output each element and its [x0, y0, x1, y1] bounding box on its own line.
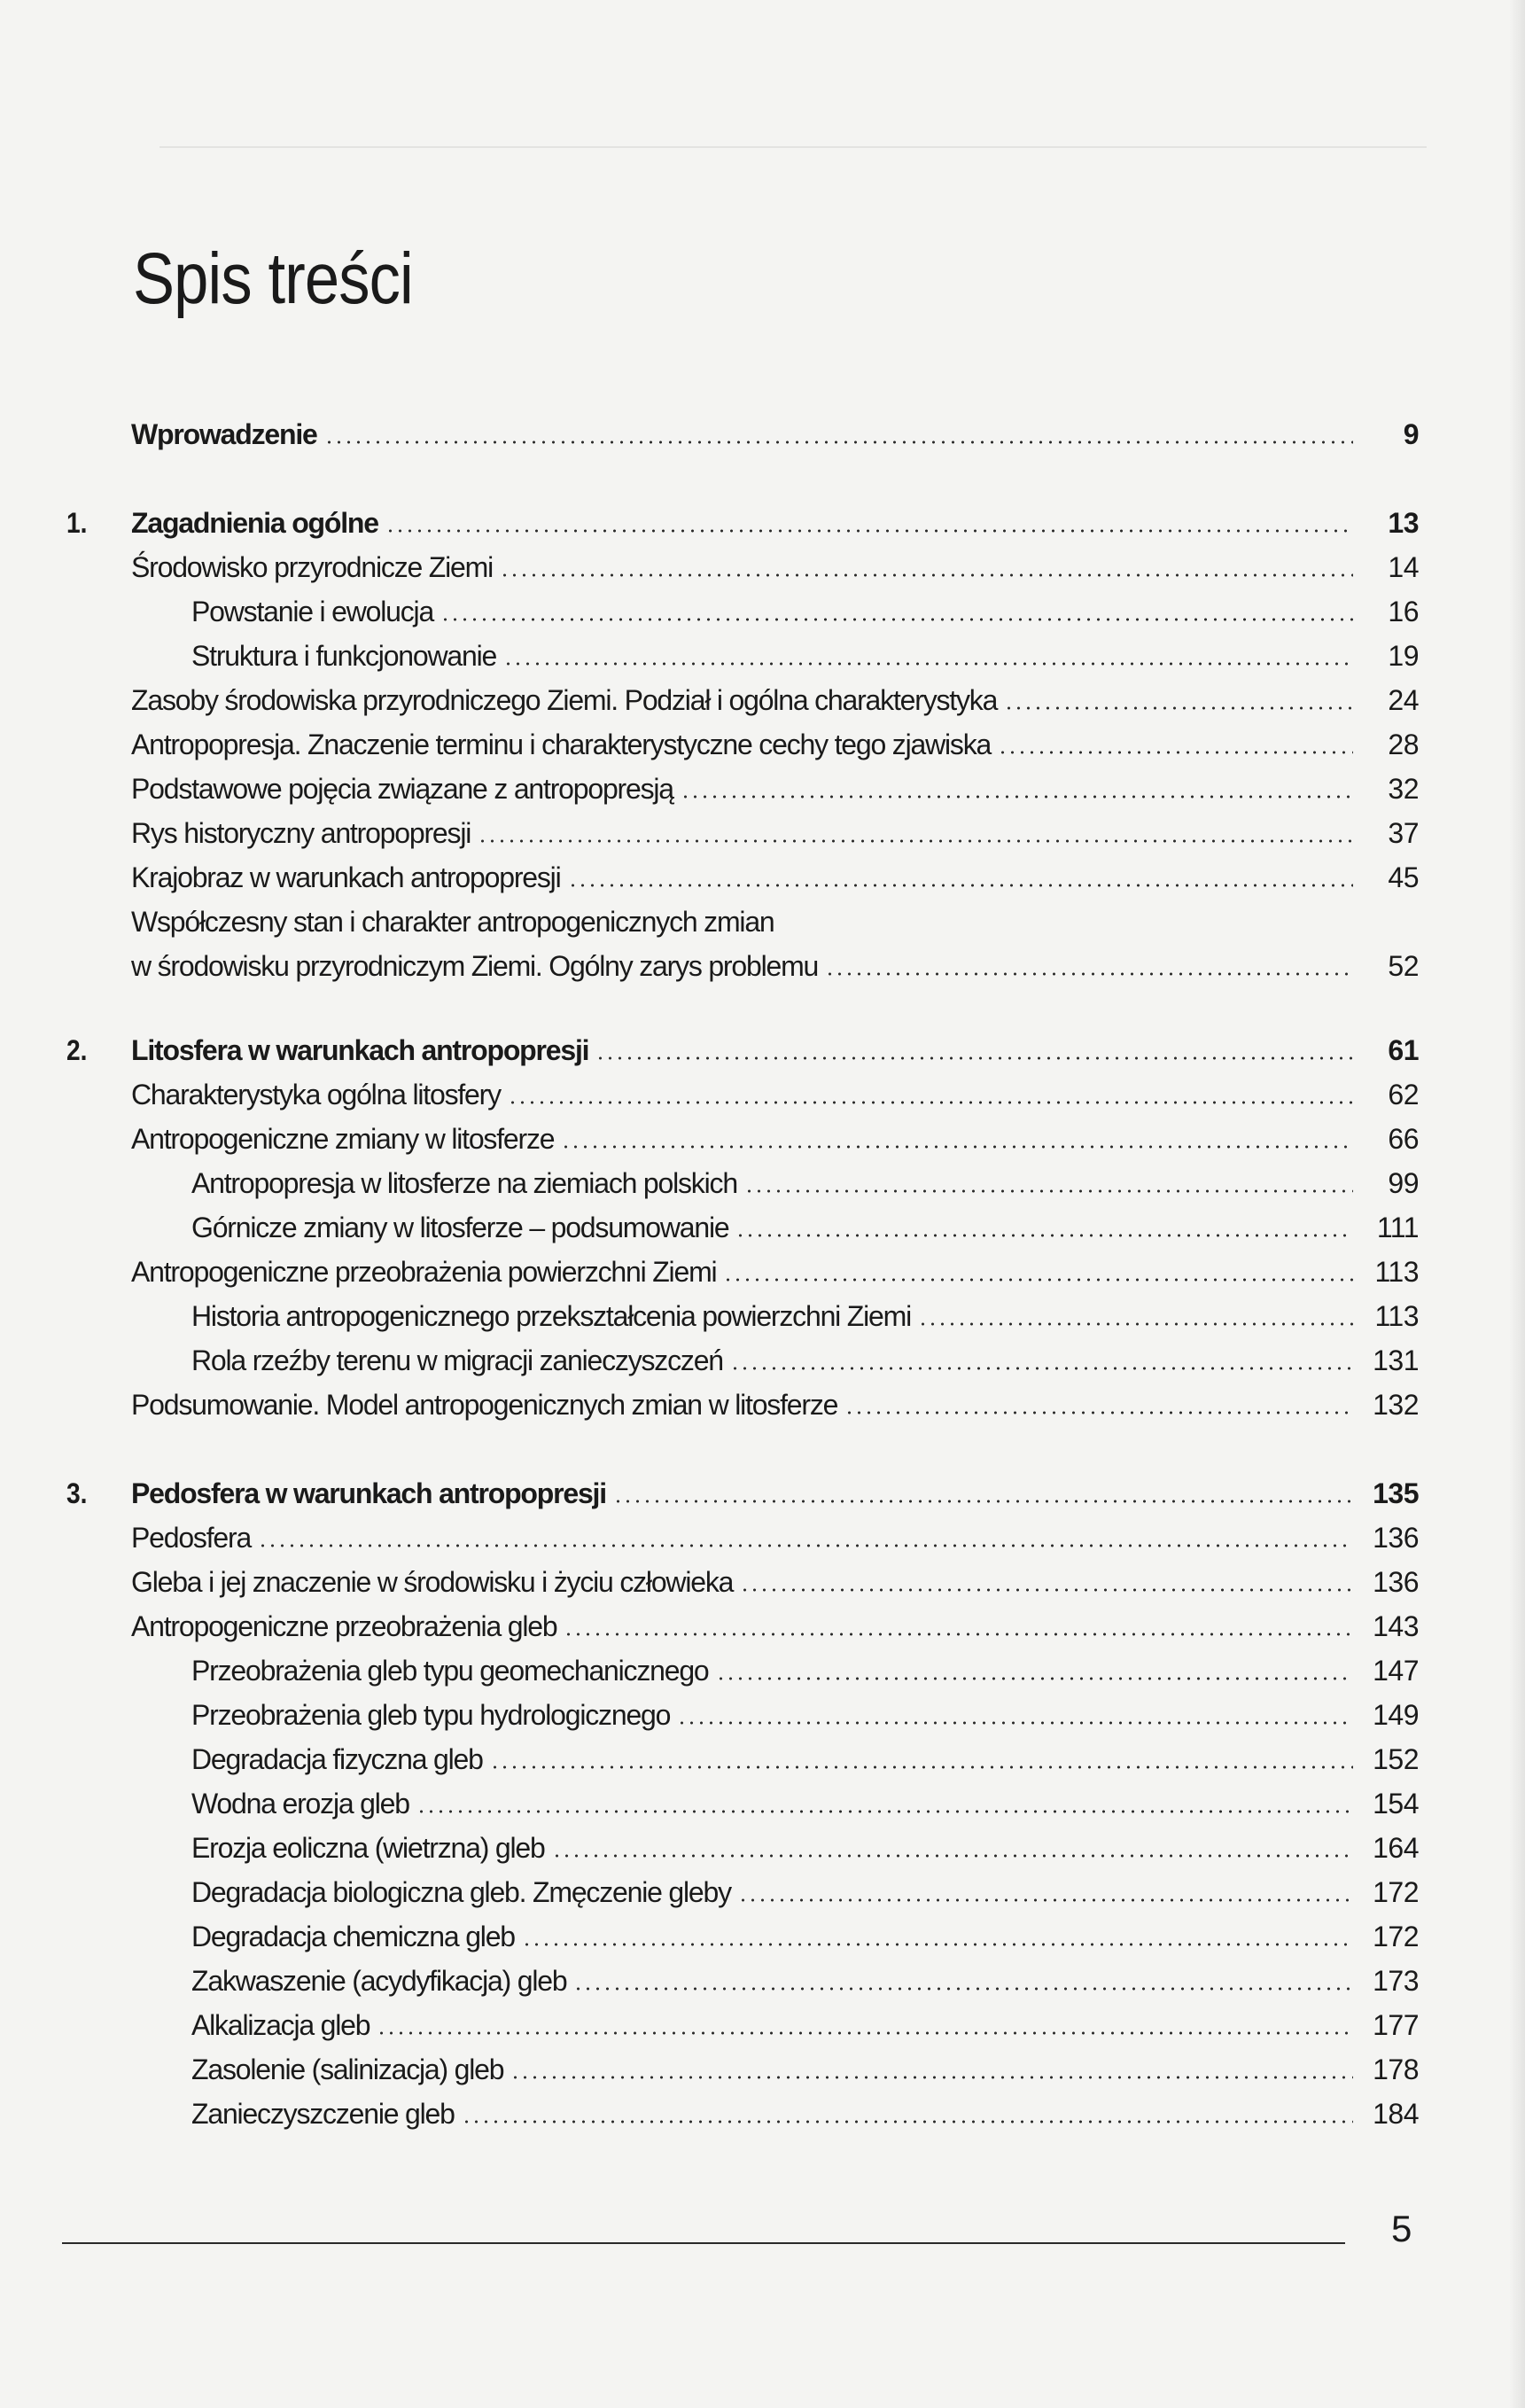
dot-leader [825, 972, 1353, 976]
toc-entry [0, 1254, 1525, 1297]
toc-entry-page-number: 16 [1388, 596, 1419, 627]
toc-entry-title: Podstawowe pojęcia związane z antropopresją [131, 773, 673, 805]
toc-entry-row [131, 1564, 1419, 1600]
toc-entry-page-number: 9 [1403, 418, 1419, 450]
dot-leader [377, 2031, 1353, 2035]
toc-entry-title: Antropogeniczne zmiany w litosferze [131, 1123, 555, 1155]
toc-entry-page-number: 131 [1373, 1344, 1419, 1376]
toc-entry [0, 1653, 1525, 1695]
toc-entry-title: Charakterystyka ogólna litosfery [131, 1079, 501, 1110]
toc-entry-page-number: 32 [1388, 773, 1419, 805]
dot-leader [440, 618, 1353, 621]
toc-entry-page-number: 173 [1373, 1965, 1419, 1997]
toc-entry-page-number: 147 [1373, 1655, 1419, 1687]
dot-leader [716, 1677, 1353, 1680]
dot-leader [595, 1056, 1353, 1060]
toc-entry-title: Zagadnienia ogólne [131, 507, 378, 539]
toc-entry-row [191, 1343, 1419, 1378]
dot-leader [324, 440, 1353, 444]
toc-entry-title: Zasoby środowiska przyrodniczego Ziemi. Podział i ogólna charakterystyka [131, 684, 998, 716]
toc-entry-title: Zakwaszenie (acydyfikacja) gleb [191, 1965, 567, 1997]
toc-entry-title: Erozja eoliczna (wietrzna) gleb [191, 1832, 545, 1864]
dot-leader [258, 1544, 1353, 1547]
toc-entry-page-number: 19 [1388, 640, 1419, 672]
toc-entry-page-number: 14 [1388, 551, 1419, 583]
dot-leader [385, 529, 1353, 533]
toc-entry-page-number: 62 [1388, 1079, 1419, 1110]
toc-entry-title: Degradacja fizyczna gleb [191, 1743, 483, 1775]
toc-entry-page-number: 37 [1388, 817, 1419, 849]
toc-entry-title: Alkalizacja gleb [191, 2009, 370, 2041]
toc-entry-row [131, 1077, 1419, 1112]
toc-entry [0, 727, 1525, 769]
dot-leader [500, 573, 1353, 577]
toc-entry-title: Antropogeniczne przeobrażenia powierzchni Ziemi [131, 1256, 717, 1288]
dot-leader [677, 1721, 1353, 1725]
toc-entry-page-number: 61 [1388, 1034, 1419, 1066]
toc-entry-title: Zanieczyszczenie gleb [191, 2098, 455, 2130]
toc-entry [0, 505, 1525, 548]
toc-entry-title: Antropopresja w litosferze na ziemiach polskich [191, 1167, 737, 1199]
toc-entry-row [131, 1254, 1419, 1290]
toc-entry [0, 1830, 1525, 1873]
toc-entry-page-number: 99 [1388, 1167, 1419, 1199]
toc-entry-row [131, 1520, 1419, 1555]
toc-entry-page-number: 177 [1373, 2009, 1419, 2041]
toc-entry [0, 1742, 1525, 1784]
toc-entry-row [131, 727, 1419, 762]
toc-entry-title: Pedosfera [131, 1522, 252, 1554]
toc-entry-title: Degradacja chemiczna gleb [191, 1921, 515, 1952]
toc-entry-title: Powstanie i ewolucja [191, 596, 434, 627]
toc-entry-page-number: 172 [1373, 1876, 1419, 1908]
toc-entry [0, 1343, 1525, 1385]
toc-entry-page-number: 178 [1373, 2053, 1419, 2085]
toc-entry-title: Zasolenie (salinizacja) gleb [191, 2053, 504, 2085]
footer-rule [62, 2242, 1345, 2244]
toc-entry-page-number: 172 [1373, 1921, 1419, 1952]
toc-entry [0, 2096, 1525, 2139]
toc-entry-title: Degradacja biologiczna gleb. Zmęczenie gleby [191, 1876, 731, 1908]
toc-entry-title: Wprowadzenie [131, 418, 317, 450]
dot-leader [740, 1588, 1353, 1592]
toc-entry [0, 904, 1525, 982]
toc-entry-page-number: 13 [1388, 507, 1419, 539]
toc-entry-title: Gleba i jej znaczenie w środowisku i życiu człowieka [131, 1566, 734, 1598]
toc-entry-row [131, 815, 1419, 851]
dot-leader [522, 1943, 1353, 1946]
toc-entry-page-number: 143 [1373, 1610, 1419, 1642]
toc-entry [0, 2007, 1525, 2050]
toc-entry [0, 1963, 1525, 2006]
toc-entry-row [191, 1874, 1419, 1910]
toc-entry-row [131, 1121, 1419, 1157]
toc-entry [0, 1919, 1525, 1961]
chapter-number: 2. [66, 1034, 88, 1066]
dot-leader [561, 1145, 1353, 1149]
toc-entry-title: Przeobrażenia gleb typu hydrologicznego [191, 1699, 671, 1731]
page-edge-shade [1509, 0, 1525, 2408]
toc-entry-page-number: 154 [1373, 1788, 1419, 1820]
toc-entry [0, 1387, 1525, 1430]
toc-entry-title: Przeobrażenia gleb typu geomechanicznego [191, 1655, 709, 1687]
toc-entry [0, 1165, 1525, 1208]
toc-entry-title: Historia antropogenicznego przekształcenia powierzchni Ziemi [191, 1300, 911, 1332]
toc-entry-title: Wodna erozja gleb [191, 1788, 409, 1820]
toc-entry [0, 1697, 1525, 1740]
toc-entry-title: Rys historyczny antropopresji [131, 817, 471, 849]
dot-leader [1004, 706, 1353, 710]
toc-entry [0, 1476, 1525, 1518]
toc-entry-title: Górnicze zmiany w litosferze – podsumowanie [191, 1212, 729, 1243]
toc-entry-title: w środowisku przyrodniczym Ziemi. Ogólny zarys problemu [131, 950, 819, 982]
dot-leader [730, 1367, 1353, 1370]
dot-leader [564, 1633, 1353, 1636]
toc-entry-title: Podsumowanie. Model antropogenicznych zmian w litosferze [131, 1389, 838, 1421]
toc-entry-row [191, 1165, 1419, 1201]
dot-leader [490, 1765, 1353, 1769]
toc-entry-title: Litosfera w warunkach antropopresji [131, 1034, 589, 1066]
dot-leader [416, 1810, 1353, 1813]
dot-leader [478, 839, 1353, 843]
toc-entry-title: Krajobraz w warunkach antropopresji [131, 861, 561, 893]
toc-entry-page-number: 149 [1373, 1699, 1419, 1731]
toc-entry-page-number: 45 [1388, 861, 1419, 893]
toc-entry-row [191, 1653, 1419, 1688]
toc-entry-title: Rola rzeźby terenu w migracji zanieczyszczeń [191, 1344, 723, 1376]
toc-entry [0, 1786, 1525, 1828]
toc-entry-first-line: Współczesny stan i charakter antropogenicznych zmian [131, 906, 774, 938]
toc-entry [0, 1077, 1525, 1119]
toc-entry-row [191, 1210, 1419, 1245]
dot-leader [568, 884, 1354, 887]
page-title: Spis treści [133, 238, 413, 319]
toc-entry-row [131, 1609, 1419, 1644]
chapter-number: 3. [66, 1477, 88, 1509]
toc-entry-row [131, 1476, 1419, 1511]
toc-entry-title: Środowisko przyrodnicze Ziemi [131, 551, 494, 583]
toc-entry-row [191, 1298, 1419, 1334]
toc-entry [0, 682, 1525, 725]
dot-leader [744, 1189, 1353, 1193]
bleed-through-rule [160, 146, 1427, 148]
toc-entry-row [191, 1830, 1419, 1866]
toc-entry [0, 860, 1525, 902]
toc-entry-row [191, 1697, 1419, 1733]
toc-entry [0, 417, 1525, 459]
toc-entry-row [191, 1963, 1419, 1999]
dot-leader [844, 1411, 1353, 1414]
toc-entry-page-number: 66 [1388, 1123, 1419, 1155]
toc-entry-row [191, 1919, 1419, 1954]
toc-entry-page-number: 113 [1374, 1256, 1419, 1288]
dot-leader [723, 1278, 1353, 1282]
toc-entry [0, 1033, 1525, 1075]
toc-entry-row [131, 505, 1419, 541]
toc-entry-page-number: 152 [1373, 1743, 1419, 1775]
toc-entry-row [131, 682, 1419, 718]
toc-entry-row [131, 549, 1419, 585]
dot-leader [503, 662, 1353, 666]
toc-entry-row [131, 860, 1419, 895]
toc-entry-page-number: 135 [1373, 1477, 1419, 1509]
toc-entry-title: Pedosfera w warunkach antropopresji [131, 1477, 606, 1509]
toc-entry-row [191, 2007, 1419, 2043]
dot-leader [510, 2076, 1353, 2079]
toc-entry-row [191, 2052, 1419, 2087]
dot-leader [552, 1854, 1353, 1858]
toc-entry [0, 1520, 1525, 1562]
toc-entry-page-number: 136 [1373, 1566, 1419, 1598]
toc-entry-page-number: 132 [1373, 1389, 1419, 1421]
dot-leader [998, 751, 1353, 754]
toc-entry [0, 1121, 1525, 1164]
toc-entry-page-number: 52 [1388, 950, 1419, 982]
dot-leader [738, 1898, 1353, 1902]
dot-leader [573, 1987, 1353, 1991]
toc-entry [0, 1874, 1525, 1917]
toc-entry [0, 1564, 1525, 1607]
toc-entry-page-number: 136 [1373, 1522, 1419, 1554]
toc-entry-row [191, 2096, 1419, 2131]
toc-entry-page-number: 111 [1376, 1212, 1419, 1243]
toc-entry-page-number: 24 [1388, 684, 1419, 716]
dot-leader [613, 1500, 1353, 1503]
toc-entry-page-number: 164 [1373, 1832, 1419, 1864]
toc-entry-row [191, 638, 1419, 674]
dot-leader [462, 2120, 1353, 2124]
dot-leader [681, 795, 1353, 799]
toc-entry-row [131, 771, 1419, 807]
toc-entry [0, 815, 1525, 858]
toc-entry-row [131, 1033, 1419, 1068]
toc-entry-page-number: 184 [1373, 2098, 1419, 2130]
toc-entry-page-number: 113 [1374, 1300, 1419, 1332]
toc-entry-row [191, 1786, 1419, 1821]
toc-entry [0, 2052, 1525, 2094]
toc-entry [0, 638, 1525, 681]
toc-entry-row [191, 594, 1419, 629]
toc-entry [0, 1609, 1525, 1651]
toc-entry-title: Antropopresja. Znaczenie terminu i charakterystyczne cechy tego zjawiska [131, 729, 992, 760]
toc-entry [0, 771, 1525, 814]
toc-entry-title: Struktura i funkcjonowanie [191, 640, 497, 672]
dot-leader [918, 1322, 1353, 1326]
toc-entry-row [131, 1387, 1419, 1422]
dot-leader [508, 1101, 1353, 1104]
toc-entry [0, 1298, 1525, 1341]
dot-leader [735, 1234, 1353, 1237]
toc-entry-page-number: 28 [1388, 729, 1419, 760]
chapter-number: 1. [66, 507, 88, 539]
toc-entry-title: Antropogeniczne przeobrażenia gleb [131, 1610, 557, 1642]
page-number: 5 [1391, 2208, 1412, 2249]
toc-entry-row [131, 417, 1419, 452]
toc-entry-row [191, 1742, 1419, 1777]
toc-entry [0, 1210, 1525, 1252]
toc-entry-row [131, 948, 1419, 984]
toc-entry [0, 549, 1525, 592]
toc-entry [0, 594, 1525, 636]
